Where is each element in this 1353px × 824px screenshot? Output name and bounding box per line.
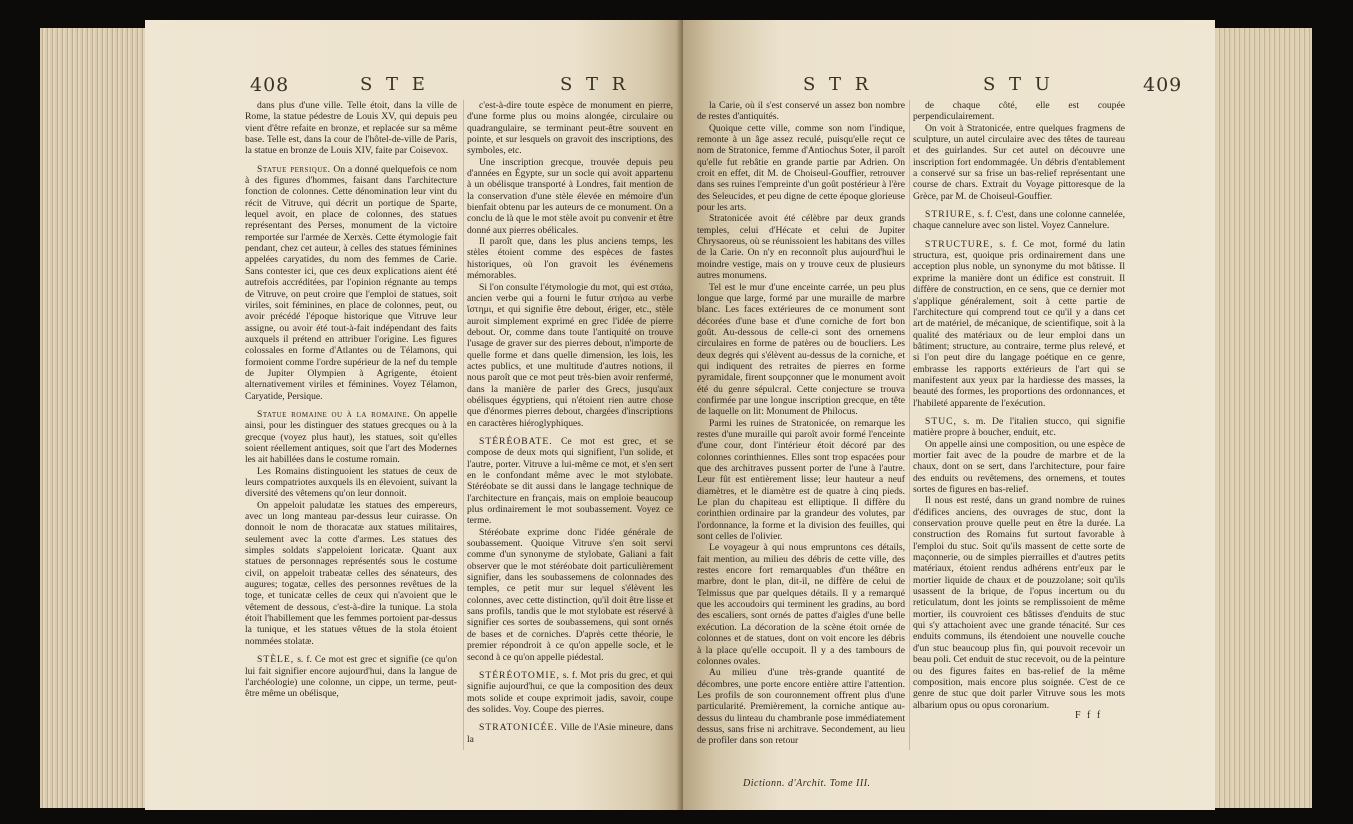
left-column-2 [467, 100, 673, 745]
paragraph [913, 209, 1125, 232]
entry-headword: STUC, [925, 415, 957, 427]
right-running-head-1: S T R [803, 74, 873, 95]
page-footer: Dictionn. d'Archit. Tome III. [743, 778, 871, 789]
entry-headword: STÈLE, [257, 654, 295, 666]
left-page [145, 20, 683, 810]
right-page [683, 20, 1215, 810]
paragraph-text: Parmi les ruines de Stratonicée, on remarque les restes d'une muraille qui paroît avoir formé l'enceinte d'une cour, dont l'intérieur étoit décoré par des colonnes corinthiennes. Elles sont trop espacées pour que des architraves pussent porter de l'une à l'autre. Leur fût est entièrement lisse; leur hauteur a neuf diamètres, et le diamètre est de quatre à cinq pieds. Le plan du chapiteau est elliptique. Il diffère du corinthien ordinaire par la grandeur des volutes, par l'ordonnance, la forme et la division des feuilles, qui sont celles de l'olivier. [697, 417, 905, 543]
paragraph [697, 282, 905, 418]
paragraph [913, 495, 1125, 711]
paragraph-text: On appelle ainsi une composition, ou une espèce de mortier fait avec de la poudre de marbre et de la chaux, dont on se sert, dans l'architecture, pour faire des enduits ou revêtemens, des ornemens, et toutes sortes de figures en bas-relief. [913, 438, 1125, 495]
entry-headword: STRIURE, [925, 209, 976, 221]
paragraph-text: Quoique cette ville, comme son nom l'indique, remonte à un âge assez reculé, puisqu'elle reçut ce nom de Stratonice, femme d'Antiochus Soter, il paroît qu'elle fut rebâtie en grande partie par Adrien. On croit en effet, dit M. de Choiseul-Gouffier, retrouver dans ses ruines l'empreinte d'un goût postérieur à l'ère des Seleucides, et peu digne de cette époque glorieuse pour les arts. [697, 122, 905, 214]
entry-headword: STRUCTURE, [925, 238, 994, 250]
paragraph [245, 100, 457, 157]
paragraph [697, 667, 905, 746]
paragraph-text: Une inscription grecque, trouvée depuis peu d'années en Égypte, sur un socle qui avoit appartenu à un obélisque transporté à Londres, fait mention de la conservation d'une stèle élevée en mémoire d'un bienfait obtenu par les auteurs de ce monument. On a conclu de là que le mot stèle avoit pu convenir et être donné aux pierres obélicales. [467, 156, 673, 236]
paragraph [467, 436, 673, 527]
entry-headword: Statue persique. [257, 163, 331, 175]
paragraph-text: On a donné quelquefois ce nom à des figures d'hommes, faisant dans l'architecture fonction de colonnes. Cette dénomination leur vint du récit de Vitruve, qui décrit un portique de Sparte, lequel avoit, en place de colonnes, des statues représentant des Perses, monument de la victoire remportée sur l'armée de Xerxès. Cette étymologie fait pendant, chez cet auteur, à celles des statues féminines appelées caryatides, du nom des femmes de Carie. Sans contester ici, que ces deux explications aient été autrefois accréditées, par l'opinion régnante au temps de Vitruve, on peut croire que l'emploi de statues, soit viriles, soit féminines, en place de colonnes, peut, ou avoir précédé l'époque historique que Vitruve leur assigne, ou avoir été tout-à-fait indépendant des faits auxquels il prétend en attribuer l'origine. Les figures colossales en forme d'Atlantes ou de Télamons, qui formoient comme l'ordre supérieur de la nef du temple de Jupiter Olympien à Agrigente, étoient alternativement viriles et féminines. Voyez Télamon, Caryatide, Persique. [245, 163, 457, 402]
paragraph-text: On voit à Stratonicée, entre quelques fragmens de sculpture, un autel circulaire avec des têtes de taureau et des guirlandes. Sur cet autel on découvre une inscription fort endommagée. Un débris d'entablement a conservé sur sa frise un bas-relief représentant une course de chars. Extrait du Voyage pittoresque de la Grèce, par M. de Choiseul-Gouffier. [913, 122, 1125, 202]
paragraph [467, 282, 673, 429]
paragraph [467, 670, 673, 715]
paragraph-text: Tel est le mur d'une enceinte carrée, un peu plus longue que large, formé par une muraille de marbre blanc. Les faces extérieures de ce monument sont décorées d'une base et d'une corniche de fort bon goût. Au-dessous de celle-ci sont des ornemens circulaires en forme de patères ou de boucliers. Les deux degrés qui s'élèvent au-dessus de la corniche, et qui indiquent des retraites de pierres en forme pyramidale, firent soupçonner que le monument avoit été du genre sépulcral. Cette conjecture se trouva confirmée par une longue inscription grecque, en tête de laquelle on lit: Monument de Philocus. [697, 281, 905, 418]
paragraph-text: Il paroît que, dans les plus anciens temps, les stèles étoient comme des espèces de fastes historiques, où l'on gravoit les événemens mémorables. [467, 236, 673, 282]
paragraph-text: s. f. C'est, dans une colonne cannelée, chaque cannelure avec son listel. Voyez Cannelure. [913, 209, 1125, 232]
left-running-head-1: S T E [360, 74, 429, 95]
left-page-edges [40, 28, 148, 808]
paragraph-text: Au milieu d'une très-grande quantité de décombres, une porte encore entière attire l'attention. Les profils de son couronnement offrent plus d'une particularité. Premièrement, la corniche antique au-dessus du linteau du chambranle pose immédiatement dessus, sans frise ni architrave. Secondement, au lieu de profiler dans son retour [697, 667, 905, 747]
paragraph-text: On appelle ainsi, pour les distinguer des statues grecques ou à la grecque (voyez plus haut), les statues, soit qu'elles soient réellement antiques, soit que l'art des Modernes les ait habillées dans le costume romain. [245, 408, 457, 466]
paragraph [697, 123, 905, 214]
paragraph-text: Ville de l'Asie mineure, dans la [467, 722, 673, 745]
paragraph-text: s. f. Ce mot est grec et signifie (ce qu'on lui fait signifier encore aujourd'hui, dans la langue de l'archéologie) une colonne, un cippe, un terme, peut-être même un obélisque, [245, 654, 457, 700]
paragraph-text: Stratonicée avoit été célèbre par deux grands temples, celui d'Hécate et celui de Jupiter Chrysaoreus, où se réunissoient les habitans des villes de la Carie. On n'y en reconnoît plus aujourd'hui le moindre vestige, mais on y trouve ceux de plusieurs autres monumens. [697, 213, 905, 282]
paragraph [913, 239, 1125, 409]
paragraph-text: Si l'on consulte l'étymologie du mot, qui est στάω, ancien verbe qui a fourni le futur στήσω au verbe ἵστημι, et qui signifie être debout, ériger, etc., stèle auroit simplement exprimé en grec l'idée de pierre debout. Or, comme dans toute l'antiquité on trouve l'usage de graver sur des pierres debout, n'importe de quelle forme et dans quelle dimension, les lois, les actes publics, et une multitude d'autres notions, il nous paroît que ce mot peut très-bien avoir renfermé, dans la manière de parler des Grecs, jusqu'aux obélisques égyptiens, qui n'étoient rien autre chose que d'énormes pierres debout, chargées d'inscriptions en caractères hiéroglyphiques. [467, 281, 673, 429]
entry-headword: STÉRÉOTOMIE, [479, 669, 560, 681]
paragraph-text: s. m. De l'italien stucco, qui signifie matière propre à boucher, enduit, etc. [913, 415, 1125, 439]
paragraph [913, 439, 1125, 496]
paragraph [245, 164, 457, 402]
entry-headword: Statue romaine ou à la romaine. [257, 408, 411, 420]
paragraph [697, 418, 905, 543]
paragraph [245, 409, 457, 466]
left-running-head-2: S T R [560, 74, 630, 95]
paragraph [245, 466, 457, 500]
right-column-1 [697, 100, 905, 747]
paragraph [245, 500, 457, 647]
paragraph [467, 236, 673, 281]
paragraph-text: de chaque côté, elle est coupée perpendiculairement. [913, 100, 1125, 123]
paragraph-text: Les Romains distinguoient les statues de ceux de leurs compatriotes auxquels ils en élevoient, suivant la diversité des vêtemens qu'on leur donnoit. [245, 465, 457, 500]
paragraph-text: On appeloit paludatæ les statues des empereurs, avec un long manteau par-dessus leur cuirasse. On donnoit le nom de thoracatæ aux statues militaires, seulement avec la cotte d'armes. Les statues des simples soldats s'appeloient loricatæ. Quant aux statues de personnages représentés sous le costume civil, on appeloit trabeatæ celles des sénateurs, des augures; togatæ, celles des personnes revêtues de la toge, et tunicatæ celles de ceux qui n'avoient que le vêtement de dessous, c'est-à-dire la tunique. La stola étoit l'habillement que les femmes portoient par-dessus la tunique, et les statues vêtues de la stola étoient nommées stolatæ. [245, 499, 457, 647]
paragraph [913, 123, 1125, 202]
left-page-number: 408 [250, 74, 290, 96]
left-column-1 [245, 100, 457, 700]
right-running-head-2: S T U [983, 74, 1054, 95]
paragraph [467, 100, 673, 157]
paragraph [697, 542, 905, 667]
paragraph-text: Le voyageur à qui nous empruntons ces détails, fait mention, au milieu des débris de cette ville, des restes encore fort remarquables d'un théâtre en marbre, dont le plan, dit-il, ne diffère de celui de Telmissus que par quelques détails. Il y a remarqué que les accoudoirs qui terminent les gradins, au bord des escaliers, sont ornés de pattes d'aigles d'une belle exécution. La décoration de la scène étoit ornée de colonnes et de statues, dont on voit encore les débris à la place qu'elle occupoit. Il y a des tambours de colonnes ovales. [697, 542, 905, 667]
paragraph [697, 100, 905, 123]
paragraph-text: Ce mot est grec, et se compose de deux mots qui signifient, l'un solide, et l'autre, porter. Vitruve a lui-même ce mot, et s'en sert en le confondant même avec le mot stylobate. Stéréobate se dit aussi dans le langage technique de l'architecture en français, mais on emploie beaucoup plus ordinairement le mot soubassement. Voyez ce terme. [467, 435, 673, 527]
paragraph [245, 654, 457, 699]
entry-headword: STÉRÉOBATE. [479, 435, 553, 447]
column-rule [909, 100, 910, 750]
column-rule [463, 100, 464, 750]
paragraph-text: s. f. Ce mot, formé du latin structura, est, quoique pris ordinairement dans une acception plus noble, un synonyme du mot bâtisse. Il exprime la manière dont un édifice est construit. Il diffère de construction, en ce sens, que ce dernier mot s'applique généralement, soit à cette partie de l'architecture qui comprend tout ce qu'il y a dans cet art de matériel, de mécanique, de scientifique, soit à la qualité des matériaux ou de leur emploi dans un bâtiment; structure, au contraire, terme plus relevé, et si l'on peut dire du langage poétique en ce genre, embrasse les rapports extérieurs de l'art qui se manifestent aux yeux par la hardiesse des masses, la beauté des formes, les proportions des ordonnances, et l'habileté apparente de l'exécution. [913, 238, 1125, 409]
paragraph-text: la Carie, où il s'est conservé un assez bon nombre de restes d'antiquités. [697, 100, 905, 123]
paragraph [467, 722, 673, 745]
right-column-2 [913, 100, 1125, 711]
paragraph [467, 157, 673, 236]
paragraph-text: s. f. Mot pris du grec, et qui signifie aujourd'hui, ce que la composition des deux mots solide et coupe exprimoit jadis, savoir, coupe des solides. Voy. Coupe des pierres. [467, 669, 673, 715]
right-page-edges [1212, 28, 1312, 808]
paragraph [913, 416, 1125, 439]
paragraph-text: Stéréobate exprime donc l'idée générale de soubassement. Quoique Vitruve s'en soit servi comme d'un synonyme de stylobate, Galiani a fait observer que le mot stéréobate doit particulièrement signifier, dans les soubassemens de colonnades des temples, ce petit mur sur lequel s'élèvent les colonnes, avec cette distinction, qu'il doit être lisse et sans profils, tandis que le mot stylobate est réservé à signifier ces sortes de soubassemens, qui sont ornés de bases et de corniches. D'après cette théorie, le premier répondroit à ce qu'on appelle socle, et le second à ce qu'on appelle piédestal. [467, 526, 673, 663]
entry-headword: STRATONICÉE. [479, 722, 558, 734]
paragraph-text: Il nous est resté, dans un grand nombre de ruines d'édifices anciens, des ouvrages de stuc, dont la conservation prouve quelle peut en être la durée. La construction des Romains fut surtout favorable à l'emploi du stuc. Soit qu'ils massent de cette sorte de maçonnerie, ou de simples pierrailles et d'autres petits matériaux, étoient rendus adhérens entr'eux par le mortier liquide de chaux et de pouzzolane; soit qu'ils usassent de la brique, de l'opus incertum ou du reticulatum, dont les joints se remplissoient de même mortier, ils couvroient ces bâtisses d'enduits de stuc qui s'y attachoient avec une grande ténacité. Sur ces enduits communs, ils étendoient une nouvelle couche d'un stuc beaucoup plus fin, qui pouvoit recevoir un beau poli. Cet enduit de stuc recevoit, ou de la peinture ou des figures faites en bas-relief de la même composition, mais encore plus soignée. C'est de ce genre de stuc que doit parler Vitruve sous les mots albarium opus ou opus coronarium. [913, 495, 1125, 711]
signature-mark: F f f [1075, 710, 1103, 721]
paragraph [697, 213, 905, 281]
paragraph [467, 527, 673, 663]
paragraph [913, 100, 1125, 123]
paragraph-text: c'est-à-dire toute espèce de monument en pierre, d'une forme plus ou moins alongée, circulaire ou quadrangulaire, se terminant peut-être souvent en pointe, et sur lesquels on gravoit des inscriptions, des symboles, etc. [467, 100, 673, 157]
right-page-number: 409 [1143, 74, 1183, 96]
paragraph-text: dans plus d'une ville. Telle étoit, dans la ville de Rome, la statue pédestre de Louis XV, qui depuis peu vient d'être refaite en bronze, et replacée sur sa même base. Telle est, dans la cour de l'hôtel-de-ville de Paris, la statue en bronze de Louis XIV, faite par Coisevox. [245, 100, 457, 157]
